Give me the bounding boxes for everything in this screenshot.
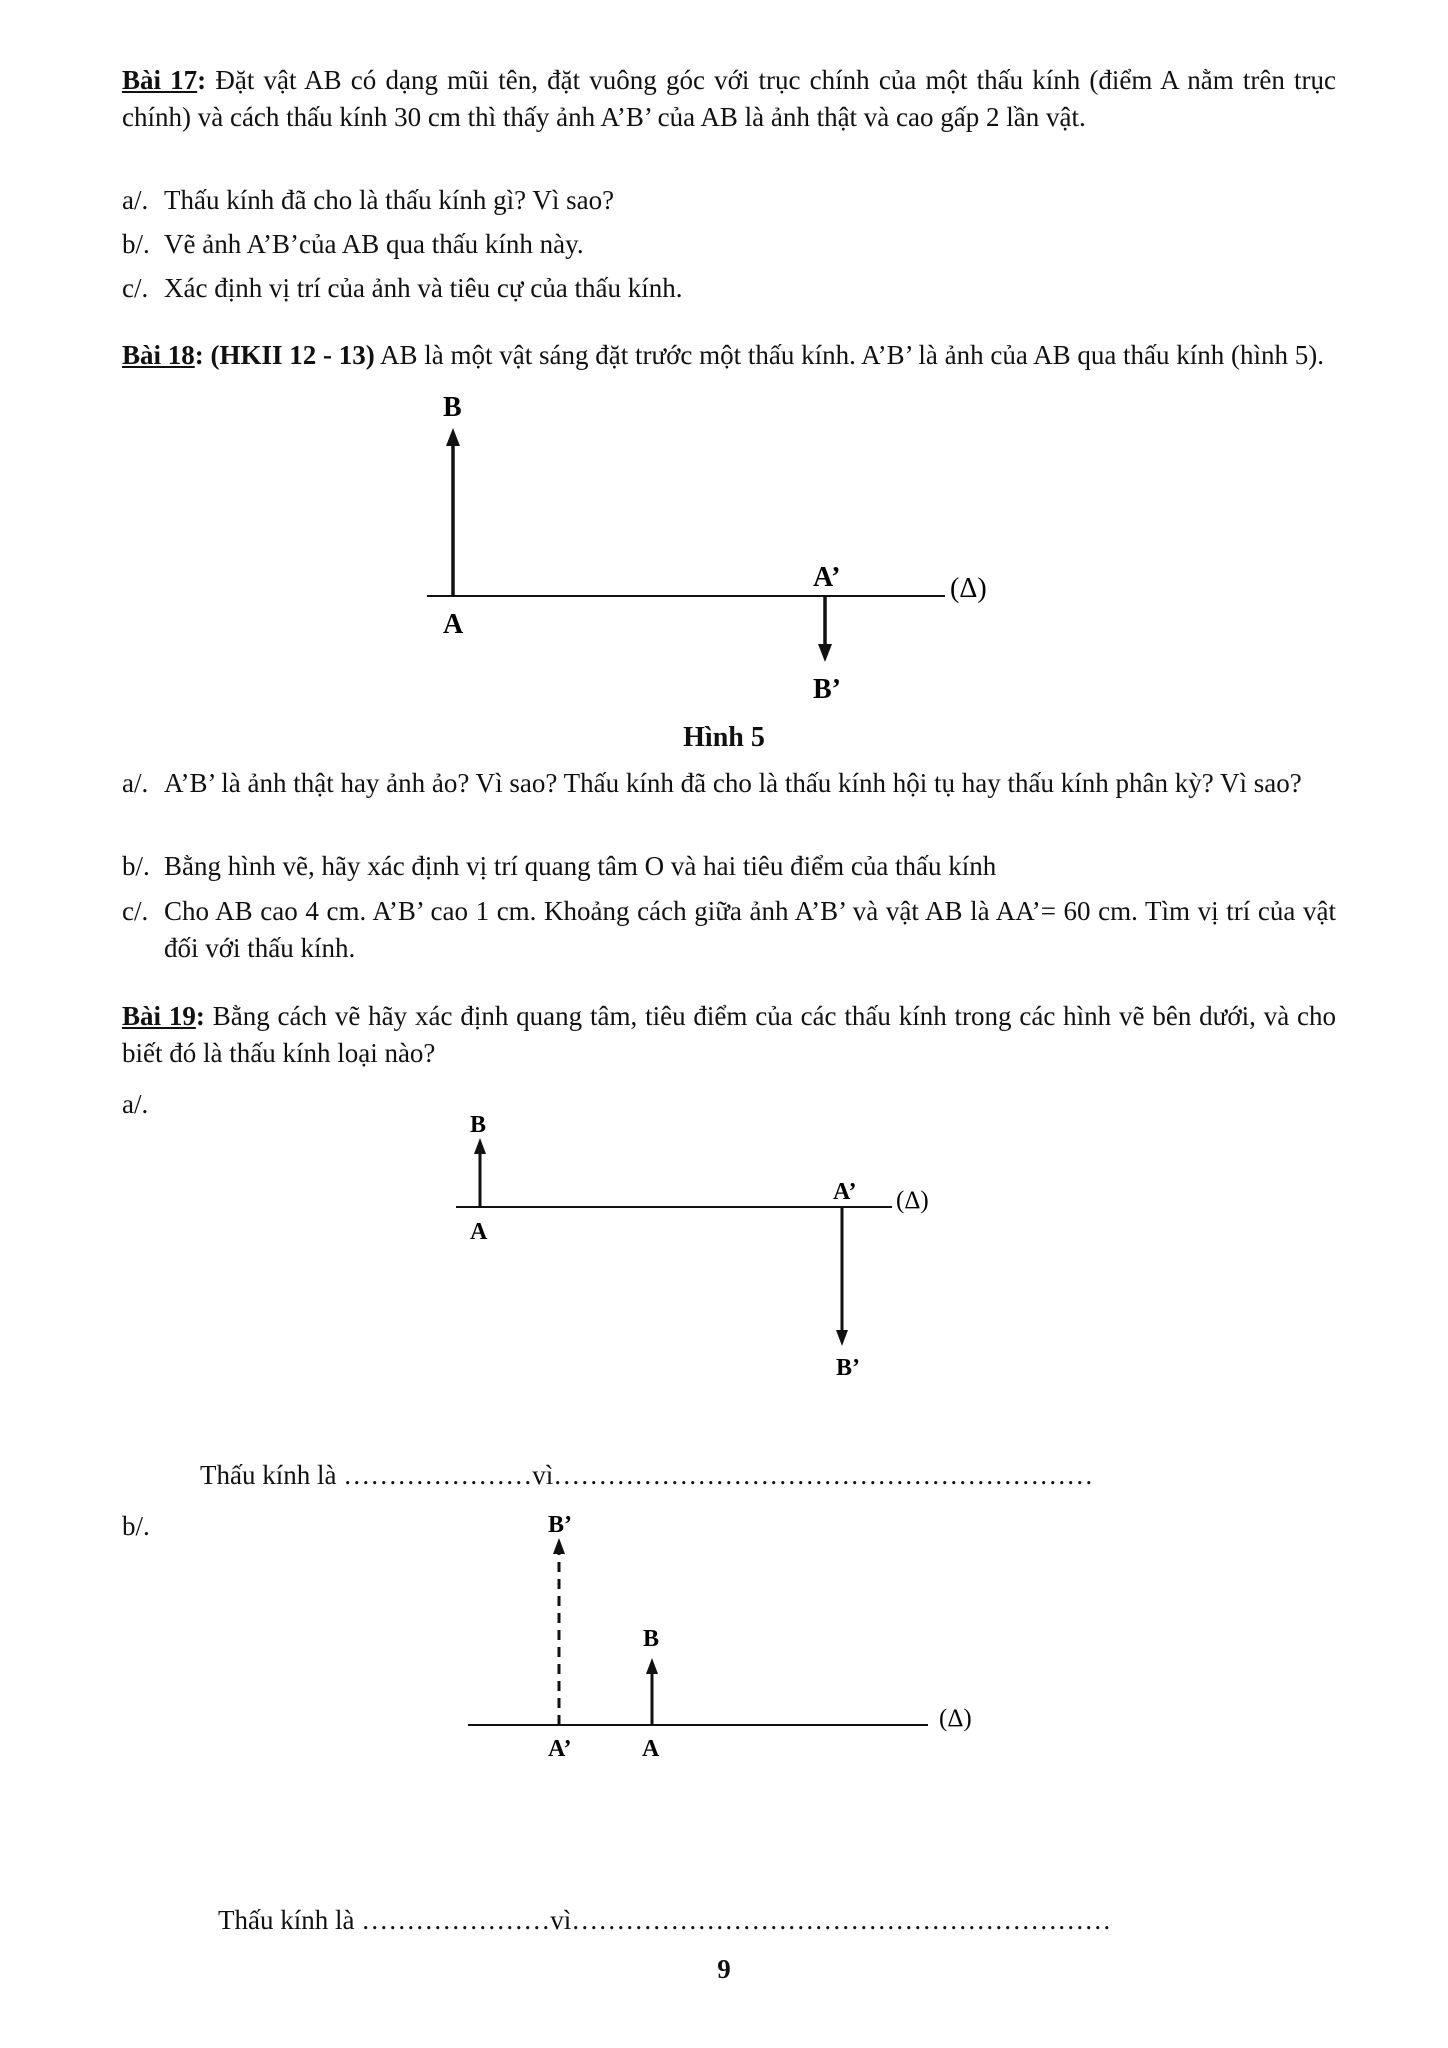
label-b: B xyxy=(443,392,462,423)
bai19-part-a-label: a/. xyxy=(122,1089,149,1119)
bai19-part-b-label: b/. xyxy=(122,1511,150,1541)
item-text: Cho AB cao 4 cm. A’B’ cao 1 cm. Khoảng cách giữa ảnh A’B’ và vật AB là AA’= 60 cm. Tìm vị trí của vật đối với thấu kính. xyxy=(164,896,1336,963)
item-label: b/. xyxy=(122,229,150,259)
item-label: b/. xyxy=(122,851,150,881)
label-a: A xyxy=(642,1736,660,1762)
label-b-prime: B’ xyxy=(836,1355,860,1381)
bai18-text: AB là một vật sáng đặt trước một thấu kính. A’B’ là ảnh của AB qua thấu kính (hình 5). xyxy=(380,340,1325,370)
virtual-image-arrowhead xyxy=(553,1538,565,1554)
bai19-part-a-answer-line: Thấu kính là …………………vì…………………………………………………… xyxy=(200,1460,1094,1490)
item-text: Vẽ ảnh A’B’của AB qua thấu kính này. xyxy=(164,229,584,259)
item-label: c/. xyxy=(122,273,149,303)
image-arrowhead xyxy=(818,644,832,662)
object-arrowhead xyxy=(474,1138,486,1154)
bai19-text: Bằng cách vẽ hãy xác định quang tâm, tiêu điểm của các thấu kính trong các hình vẽ bên dưới, và cho biết đó là thấu kính loại nào? xyxy=(122,1001,1337,1068)
bai18-item-c xyxy=(122,893,1336,973)
label-b-prime: B’ xyxy=(813,674,841,705)
label-b-prime: B’ xyxy=(548,1512,572,1538)
bai18-heading: Bài 18 xyxy=(122,340,195,370)
label-a-prime: A’ xyxy=(833,1179,857,1205)
item-text: Bằng hình vẽ, hãy xác định vị trí quang tâm O và hai tiêu điểm của thấu kính xyxy=(164,851,997,881)
bai17-heading: Bài 17 xyxy=(122,65,198,95)
image-arrowhead xyxy=(836,1330,848,1346)
label-b: B xyxy=(470,1112,487,1138)
bai17-text: Đặt vật AB có dạng mũi tên, đặt vuông góc với trục chính của một thấu kính (điểm A nằm trên trục chính) và cách thấu kính 30 cm thì thấy ảnh A’B’ của AB là ảnh thật và cao gấp 2 lần vật. xyxy=(122,65,1337,132)
item-label: a/. xyxy=(122,768,149,798)
item-text: Thấu kính đã cho là thấu kính gì? Vì sao? xyxy=(164,185,615,215)
axis-label: (Δ) xyxy=(896,1187,929,1214)
bai18-item-a xyxy=(122,765,1336,845)
bai19-part-b-answer-line: Thấu kính là …………………vì…………………………………………………… xyxy=(218,1905,1112,1935)
label-a: A xyxy=(470,1219,488,1245)
bai18-paragraph: Bài 18: (HKII 12 - 13) AB là một vật sáng đặt trước một thấu kính. A’B’ là ảnh của AB qua thấu kính (hình 5). xyxy=(122,340,1325,370)
item-text: Xác định vị trí của ảnh và tiêu cự của thấu kính. xyxy=(164,273,683,303)
bai18-source: (HKII 12 - 13) xyxy=(210,340,375,370)
label-a-prime: A’ xyxy=(813,562,841,593)
bai19-paragraph: Bài 19: Bằng cách vẽ hãy xác định quang tâm, tiêu điểm của các thấu kính trong các hình vẽ bên dưới, và cho biết đó là thấu kính loại nào? xyxy=(122,1001,1337,1068)
object-arrowhead xyxy=(646,1658,658,1674)
item-text: A’B’ là ảnh thật hay ảnh ảo? Vì sao? Thấu kính đã cho là thấu kính hội tụ hay thấu kính phân kỳ? Vì sao? xyxy=(164,768,1302,798)
page-number: 9 xyxy=(717,1954,731,1984)
label-a: A xyxy=(443,609,464,640)
item-label: a/. xyxy=(122,185,149,215)
axis-label: (Δ) xyxy=(939,1705,972,1732)
bai19-heading: Bài 19 xyxy=(122,1001,196,1031)
label-b: B xyxy=(643,1626,660,1652)
bai17-paragraph: Bài 17: Đặt vật AB có dạng mũi tên, đặt vuông góc với trục chính của một thấu kính (điểm A nằm trên trục chính) và cách thấu kính 30 cm thì thấy ảnh A’B’ của AB là ảnh thật và cao gấp 2 lần vật. xyxy=(122,65,1337,132)
label-a-prime: A’ xyxy=(548,1736,572,1762)
figure-caption: Hình 5 xyxy=(683,722,765,753)
axis-label: (Δ) xyxy=(950,573,987,604)
item-label: c/. xyxy=(122,896,149,926)
object-arrowhead xyxy=(446,428,460,446)
